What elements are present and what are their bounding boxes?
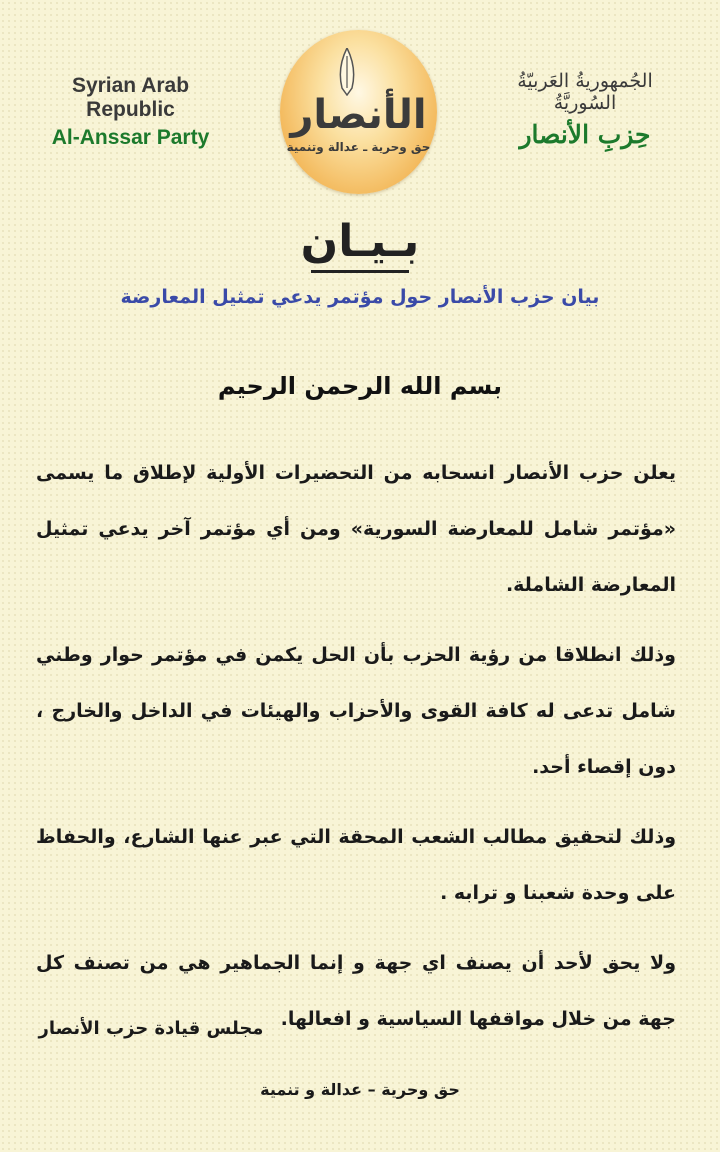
country-name-ar: الجُمهوريةُ العَربيّةُ السُوريَّةُ [517, 70, 653, 114]
document-subtitle: بيان حزب الأنصار حول مؤتمر يدعي تمثيل المعارضة [120, 286, 600, 308]
statement-body [36, 445, 676, 1061]
logo-tagline: حق وحرية ـ عدالة وتنمية [286, 140, 431, 154]
party-name-en: Al-Anssar Party [51, 126, 210, 149]
country-name-en: Syrian Arab Republic [71, 74, 190, 121]
signature: مجلس قيادة حزب الأنصار [38, 1018, 264, 1039]
paragraph: ولا يحق لأحد أن يصنف اي جهة و إنما الجماهير هي من تصنف كل جهة من خلال مواقفها السياسية و افعالها. [36, 952, 676, 1030]
paragraph: وذلك لتحقيق مطالب الشعب المحقة التي عبر عنها الشارع، والحفاظ على وحدة شعبنا و ترابه . [36, 826, 676, 904]
footer-slogan: حق وحرية – عدالة و تنمية [260, 1080, 460, 1099]
basmala: بسم الله الرحمن الرحيم [217, 372, 503, 400]
pen-nib-icon [336, 48, 358, 96]
logo-wordmark: الأنصار [290, 92, 427, 138]
party-logo [280, 30, 437, 194]
header-arabic [490, 70, 680, 149]
paragraph: وذلك انطلاقا من رؤية الحزب بأن الحل يكمن في مؤتمر حوار وطني شامل تدعى له كافة القوى والأحزاب والهيئات في الداخل والخارج ، دون إقصاء أحد. [36, 644, 676, 778]
header-english [28, 74, 233, 150]
party-name-ar: حِزبِ الأنصار [519, 120, 651, 149]
title-underline [311, 270, 409, 273]
paragraph: يعلن حزب الأنصار انسحابه من التحضيرات الأولية لإطلاق ما يسمى «مؤتمر شامل للمعارضة السورية» ومن أي مؤتمر آخر يدعي تمثيل المعارضة الشاملة. [36, 462, 676, 596]
document-title: بـيـان [300, 216, 420, 267]
